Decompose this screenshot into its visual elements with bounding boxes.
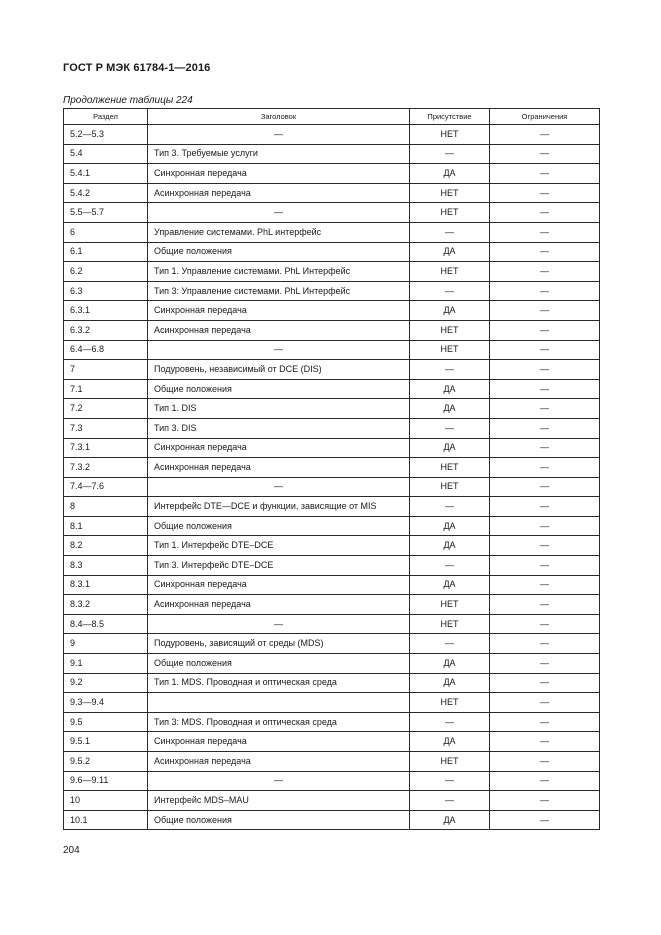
presence-cell: — [410, 712, 490, 732]
section-cell: 7.2 [64, 399, 148, 419]
table-row [64, 144, 600, 164]
table-row [64, 556, 600, 576]
title-cell: Асинхронная передача [148, 320, 410, 340]
section-cell: 9.5 [64, 712, 148, 732]
presence-cell: ДА [410, 399, 490, 419]
table-row [64, 771, 600, 791]
presence-cell: — [410, 497, 490, 517]
title-cell [148, 693, 410, 713]
presence-cell: ДА [410, 575, 490, 595]
section-cell: 9.2 [64, 673, 148, 693]
constraints-cell: — [490, 164, 600, 184]
section-cell: 7.4—7.6 [64, 477, 148, 497]
title-cell: Синхронная передача [148, 438, 410, 458]
table-row [64, 673, 600, 693]
constraints-cell: — [490, 340, 600, 360]
title-cell: Общие положения [148, 379, 410, 399]
constraints-cell: — [490, 614, 600, 634]
column-header-presence: Присутствие [410, 109, 490, 125]
table-row [64, 614, 600, 634]
table-row [64, 399, 600, 419]
table-row [64, 497, 600, 517]
title-cell: Подуровень, независимый от DCE (DIS) [148, 360, 410, 380]
table-row [64, 536, 600, 556]
title-cell: Тип 1. MDS. Проводная и оптическая среда [148, 673, 410, 693]
constraints-cell: — [490, 693, 600, 713]
constraints-cell: — [490, 477, 600, 497]
constraints-cell: — [490, 771, 600, 791]
presence-cell: ДА [410, 536, 490, 556]
title-cell: Общие положения [148, 654, 410, 674]
constraints-cell: — [490, 418, 600, 438]
section-cell: 9.5.1 [64, 732, 148, 752]
section-cell: 7.1 [64, 379, 148, 399]
title-cell: Тип 3. DIS [148, 418, 410, 438]
section-cell: 7.3 [64, 418, 148, 438]
table-row [64, 654, 600, 674]
presence-cell: НЕТ [410, 614, 490, 634]
title-cell: Синхронная передача [148, 575, 410, 595]
section-cell: 5.4 [64, 144, 148, 164]
constraints-cell: — [490, 810, 600, 830]
presence-cell: НЕТ [410, 340, 490, 360]
table-row [64, 477, 600, 497]
presence-cell: НЕТ [410, 693, 490, 713]
section-cell: 8.3.2 [64, 595, 148, 615]
title-cell: Синхронная передача [148, 164, 410, 184]
title-cell: Тип 3. Требуемые услуги [148, 144, 410, 164]
column-header-constraints: Ограничения [490, 109, 600, 125]
table-row [64, 203, 600, 223]
section-cell: 8.3 [64, 556, 148, 576]
section-cell: 6.3.2 [64, 320, 148, 340]
table-row [64, 810, 600, 830]
presence-cell: ДА [410, 301, 490, 321]
presence-cell: ДА [410, 654, 490, 674]
page-number: 204 [63, 845, 80, 856]
section-cell: 8 [64, 497, 148, 517]
presence-cell: НЕТ [410, 203, 490, 223]
title-cell: — [148, 125, 410, 145]
title-cell: Синхронная передача [148, 732, 410, 752]
constraints-cell: — [490, 595, 600, 615]
constraints-cell: — [490, 360, 600, 380]
table-row [64, 340, 600, 360]
constraints-cell: — [490, 144, 600, 164]
constraints-cell: — [490, 732, 600, 752]
presence-cell: — [410, 771, 490, 791]
title-cell: — [148, 340, 410, 360]
table-row [64, 752, 600, 772]
section-cell: 6.2 [64, 262, 148, 282]
presence-cell: — [410, 144, 490, 164]
presence-cell: НЕТ [410, 183, 490, 203]
table-row [64, 732, 600, 752]
table-row [64, 281, 600, 301]
title-cell: Подуровень, зависящий от среды (MDS) [148, 634, 410, 654]
section-cell: 8.3.1 [64, 575, 148, 595]
presence-cell: ДА [410, 438, 490, 458]
title-cell: Асинхронная передача [148, 752, 410, 772]
presence-cell: НЕТ [410, 125, 490, 145]
constraints-cell: — [490, 634, 600, 654]
constraints-cell: — [490, 262, 600, 282]
presence-cell: ДА [410, 732, 490, 752]
constraints-cell: — [490, 183, 600, 203]
table-row [64, 301, 600, 321]
table-row [64, 418, 600, 438]
table-row [64, 379, 600, 399]
section-cell: 6.4—6.8 [64, 340, 148, 360]
presence-cell: — [410, 418, 490, 438]
presence-cell: — [410, 634, 490, 654]
constraints-cell: — [490, 673, 600, 693]
constraints-cell: — [490, 222, 600, 242]
section-cell: 8.1 [64, 516, 148, 536]
section-cell: 5.4.1 [64, 164, 148, 184]
presence-cell: — [410, 791, 490, 811]
presence-cell: — [410, 360, 490, 380]
presence-cell: НЕТ [410, 320, 490, 340]
table-row [64, 164, 600, 184]
constraints-cell: — [490, 516, 600, 536]
presence-cell: НЕТ [410, 458, 490, 478]
title-cell: Тип 1. DIS [148, 399, 410, 419]
section-cell: 9.5.2 [64, 752, 148, 772]
presence-cell: ДА [410, 673, 490, 693]
title-cell: Тип 3: Управление системами. PhL Интерфейс [148, 281, 410, 301]
title-cell: Управление системами. PhL интерфейс [148, 222, 410, 242]
section-cell: 6.3.1 [64, 301, 148, 321]
title-cell: Асинхронная передача [148, 595, 410, 615]
constraints-cell: — [490, 203, 600, 223]
presence-cell: НЕТ [410, 262, 490, 282]
section-cell: 7.3.2 [64, 458, 148, 478]
title-cell: — [148, 614, 410, 634]
title-cell: Интерфейс DTE—DCE и функции, зависящие от MIS [148, 497, 410, 517]
title-cell: Общие положения [148, 242, 410, 262]
constraints-cell: — [490, 438, 600, 458]
table-row [64, 183, 600, 203]
section-cell: 9.1 [64, 654, 148, 674]
table-row [64, 262, 600, 282]
presence-cell: ДА [410, 164, 490, 184]
title-cell: — [148, 203, 410, 223]
section-cell: 7.3.1 [64, 438, 148, 458]
presence-cell: — [410, 222, 490, 242]
column-header-title: Заголовок [148, 109, 410, 125]
column-header-section: Раздел [64, 109, 148, 125]
title-cell: Интерфейс MDS–MAU [148, 791, 410, 811]
constraints-cell: — [490, 125, 600, 145]
presence-cell: — [410, 556, 490, 576]
constraints-cell: — [490, 654, 600, 674]
section-cell: 5.2—5.3 [64, 125, 148, 145]
table-row [64, 222, 600, 242]
title-cell: — [148, 477, 410, 497]
constraints-cell: — [490, 399, 600, 419]
presence-cell: ДА [410, 242, 490, 262]
constraints-cell: — [490, 712, 600, 732]
section-cell: 9.3—9.4 [64, 693, 148, 713]
presence-cell: НЕТ [410, 595, 490, 615]
constraints-cell: — [490, 752, 600, 772]
title-cell: Тип 1. Интерфейс DTE–DCE [148, 536, 410, 556]
constraints-cell: — [490, 379, 600, 399]
section-cell: 5.5—5.7 [64, 203, 148, 223]
table-row [64, 125, 600, 145]
constraints-cell: — [490, 536, 600, 556]
section-cell: 7 [64, 360, 148, 380]
constraints-cell: — [490, 320, 600, 340]
table-row [64, 320, 600, 340]
section-cell: 5.4.2 [64, 183, 148, 203]
document-header: ГОСТ Р МЭК 61784-1—2016 [63, 62, 211, 74]
requirements-table [63, 108, 600, 830]
section-cell: 10 [64, 791, 148, 811]
table-header-row [64, 109, 600, 125]
table-row [64, 712, 600, 732]
table-row [64, 242, 600, 262]
presence-cell: — [410, 281, 490, 301]
section-cell: 9.6—9.11 [64, 771, 148, 791]
title-cell: Асинхронная передача [148, 458, 410, 478]
constraints-cell: — [490, 242, 600, 262]
presence-cell: ДА [410, 810, 490, 830]
constraints-cell: — [490, 281, 600, 301]
table-row [64, 575, 600, 595]
constraints-cell: — [490, 458, 600, 478]
section-cell: 8.4—8.5 [64, 614, 148, 634]
constraints-cell: — [490, 556, 600, 576]
title-cell: — [148, 771, 410, 791]
title-cell: Тип 3. Интерфейс DTE–DCE [148, 556, 410, 576]
table-row [64, 516, 600, 536]
section-cell: 8.2 [64, 536, 148, 556]
constraints-cell: — [490, 791, 600, 811]
constraints-cell: — [490, 497, 600, 517]
section-cell: 6.1 [64, 242, 148, 262]
title-cell: Тип 3: MDS. Проводная и оптическая среда [148, 712, 410, 732]
section-cell: 10.1 [64, 810, 148, 830]
constraints-cell: — [490, 575, 600, 595]
table-row [64, 791, 600, 811]
title-cell: Общие положения [148, 516, 410, 536]
table-row [64, 595, 600, 615]
title-cell: Асинхронная передача [148, 183, 410, 203]
table-row [64, 693, 600, 713]
presence-cell: НЕТ [410, 477, 490, 497]
title-cell: Тип 1. Управление системами. PhL Интерфейс [148, 262, 410, 282]
table-caption: Продолжение таблицы 224 [63, 95, 193, 106]
presence-cell: НЕТ [410, 752, 490, 772]
table-body [64, 125, 600, 830]
table-row [64, 438, 600, 458]
presence-cell: ДА [410, 379, 490, 399]
table-row [64, 360, 600, 380]
title-cell: Синхронная передача [148, 301, 410, 321]
presence-cell: ДА [410, 516, 490, 536]
table-row [64, 458, 600, 478]
section-cell: 6 [64, 222, 148, 242]
table-row [64, 634, 600, 654]
title-cell: Общие положения [148, 810, 410, 830]
constraints-cell: — [490, 301, 600, 321]
section-cell: 6.3 [64, 281, 148, 301]
section-cell: 9 [64, 634, 148, 654]
